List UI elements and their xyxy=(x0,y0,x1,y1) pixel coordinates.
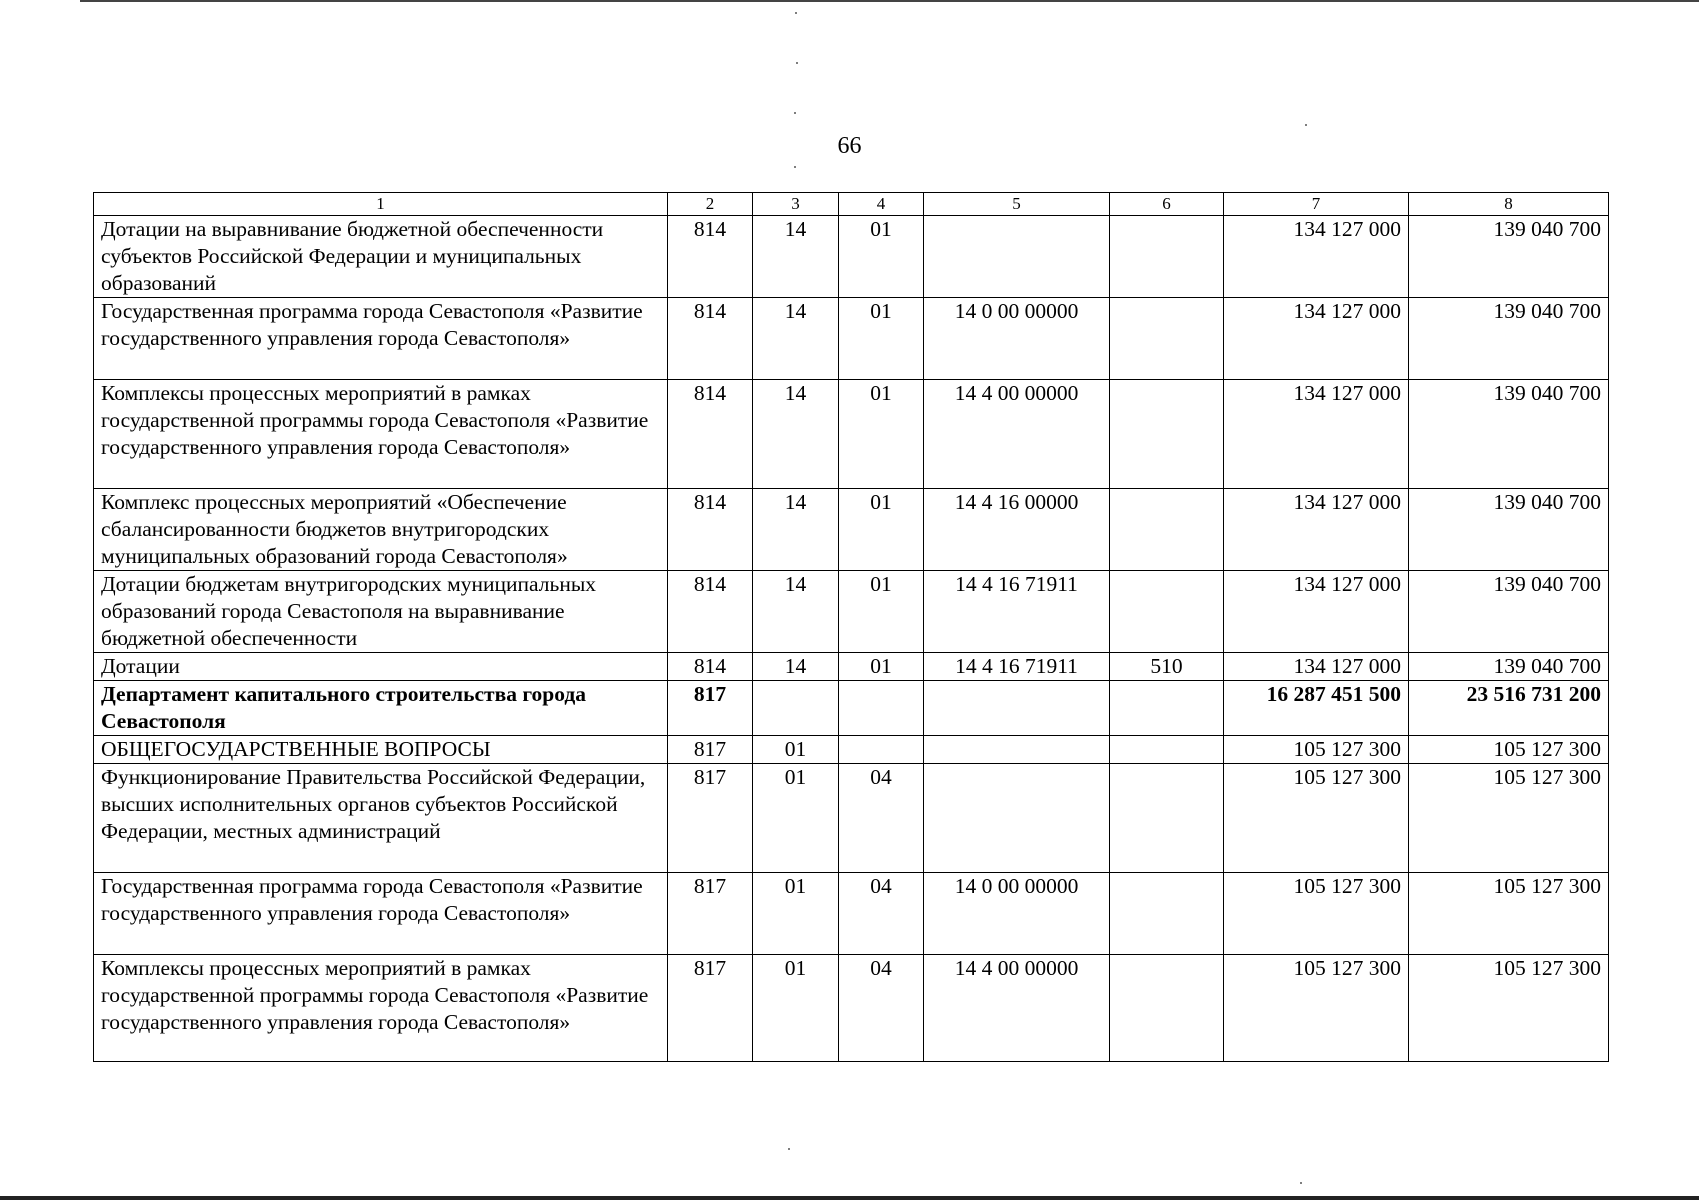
row-amount-2-cell: 105 127 300 xyxy=(1409,736,1609,764)
row-amount-2-cell: 105 127 300 xyxy=(1409,873,1609,955)
table-header-cell: 8 xyxy=(1409,193,1609,216)
row-name-cell: Дотации бюджетам внутригородских муниципальных образований города Севастополя на выравнивание бюджетной обеспеченности xyxy=(94,571,668,653)
row-code-cell: 814 xyxy=(668,653,753,681)
table-row xyxy=(94,653,1609,681)
table-row xyxy=(94,736,1609,764)
row-target-article-cell: 14 0 00 00000 xyxy=(924,873,1110,955)
row-section-cell: 01 xyxy=(753,764,839,873)
scan-speck xyxy=(794,166,796,168)
row-section-cell: 14 xyxy=(753,298,839,380)
row-name-cell: Комплекс процессных мероприятий «Обеспечение сбалансированности бюджетов внутригородских муниципальных образований города Севастополя» xyxy=(94,489,668,571)
row-target-article-cell: 14 4 16 00000 xyxy=(924,489,1110,571)
row-expense-type-cell xyxy=(1110,736,1224,764)
table-row xyxy=(94,298,1609,380)
row-subsection-cell: 01 xyxy=(839,380,924,489)
row-amount-2-cell: 105 127 300 xyxy=(1409,955,1609,1062)
row-section-cell: 14 xyxy=(753,489,839,571)
row-code-cell: 817 xyxy=(668,736,753,764)
row-amount-2-cell: 105 127 300 xyxy=(1409,764,1609,873)
table-header-cell: 7 xyxy=(1224,193,1409,216)
row-amount-2-cell: 139 040 700 xyxy=(1409,571,1609,653)
table-row xyxy=(94,873,1609,955)
table-row xyxy=(94,955,1609,1062)
row-subsection-cell: 01 xyxy=(839,298,924,380)
table-header-row xyxy=(94,193,1609,216)
row-target-article-cell: 14 0 00 00000 xyxy=(924,298,1110,380)
row-expense-type-cell xyxy=(1110,298,1224,380)
row-amount-1-cell: 105 127 300 xyxy=(1224,955,1409,1062)
scan-edge-top xyxy=(80,0,1699,2)
row-name-cell: Комплексы процессных мероприятий в рамках государственной программы города Севастополя «Развитие государственного управления города Севастополя» xyxy=(94,955,668,1062)
row-code-cell: 814 xyxy=(668,489,753,571)
row-target-article-cell: 14 4 16 71911 xyxy=(924,653,1110,681)
table-body xyxy=(94,216,1609,1062)
row-subsection-cell: 04 xyxy=(839,764,924,873)
scan-speck xyxy=(1300,1182,1302,1184)
row-code-cell: 817 xyxy=(668,873,753,955)
row-code-cell: 817 xyxy=(668,764,753,873)
scan-speck xyxy=(788,1148,790,1150)
scan-speck xyxy=(795,12,797,14)
row-code-cell: 814 xyxy=(668,216,753,298)
table-row xyxy=(94,681,1609,736)
table-header-cell: 6 xyxy=(1110,193,1224,216)
row-target-article-cell: 14 4 16 71911 xyxy=(924,571,1110,653)
row-subsection-cell: 04 xyxy=(839,955,924,1062)
row-target-article-cell xyxy=(924,216,1110,298)
row-expense-type-cell xyxy=(1110,681,1224,736)
row-code-cell: 817 xyxy=(668,955,753,1062)
scan-speck xyxy=(796,62,798,64)
row-name-cell: ОБЩЕГОСУДАРСТВЕННЫЕ ВОПРОСЫ xyxy=(94,736,668,764)
row-expense-type-cell xyxy=(1110,571,1224,653)
row-amount-2-cell: 139 040 700 xyxy=(1409,380,1609,489)
row-section-cell: 14 xyxy=(753,571,839,653)
row-name-cell: Дотации на выравнивание бюджетной обеспеченности субъектов Российской Федерации и муниципальных образований xyxy=(94,216,668,298)
row-target-article-cell: 14 4 00 00000 xyxy=(924,955,1110,1062)
row-section-cell: 14 xyxy=(753,380,839,489)
table-header-cell: 3 xyxy=(753,193,839,216)
row-subsection-cell xyxy=(839,681,924,736)
table-row xyxy=(94,380,1609,489)
scan-speck xyxy=(1305,124,1307,126)
table-header-cell: 5 xyxy=(924,193,1110,216)
row-section-cell: 01 xyxy=(753,736,839,764)
row-subsection-cell: 04 xyxy=(839,873,924,955)
table-row xyxy=(94,489,1609,571)
row-code-cell: 817 xyxy=(668,681,753,736)
row-target-article-cell xyxy=(924,681,1110,736)
row-target-article-cell xyxy=(924,736,1110,764)
row-amount-1-cell: 105 127 300 xyxy=(1224,873,1409,955)
table-header-cell: 1 xyxy=(94,193,668,216)
scan-edge-bottom xyxy=(0,1196,1699,1200)
row-code-cell: 814 xyxy=(668,571,753,653)
row-code-cell: 814 xyxy=(668,298,753,380)
row-section-cell xyxy=(753,681,839,736)
row-amount-1-cell: 134 127 000 xyxy=(1224,571,1409,653)
row-name-cell: Департамент капитального строительства города Севастополя xyxy=(94,681,668,736)
row-amount-1-cell: 134 127 000 xyxy=(1224,380,1409,489)
row-subsection-cell: 01 xyxy=(839,216,924,298)
row-expense-type-cell xyxy=(1110,216,1224,298)
table-row xyxy=(94,216,1609,298)
row-subsection-cell: 01 xyxy=(839,489,924,571)
row-code-cell: 814 xyxy=(668,380,753,489)
scan-speck xyxy=(794,112,796,114)
row-amount-1-cell: 134 127 000 xyxy=(1224,653,1409,681)
table-header-cell: 4 xyxy=(839,193,924,216)
row-name-cell: Дотации xyxy=(94,653,668,681)
row-expense-type-cell xyxy=(1110,873,1224,955)
row-subsection-cell: 01 xyxy=(839,571,924,653)
row-amount-1-cell: 134 127 000 xyxy=(1224,298,1409,380)
row-amount-1-cell: 134 127 000 xyxy=(1224,216,1409,298)
row-amount-2-cell: 139 040 700 xyxy=(1409,216,1609,298)
table-row xyxy=(94,764,1609,873)
row-amount-2-cell: 23 516 731 200 xyxy=(1409,681,1609,736)
row-expense-type-cell: 510 xyxy=(1110,653,1224,681)
row-section-cell: 14 xyxy=(753,216,839,298)
row-name-cell: Государственная программа города Севастополя «Развитие государственного управления города Севастополя» xyxy=(94,298,668,380)
row-subsection-cell xyxy=(839,736,924,764)
row-amount-2-cell: 139 040 700 xyxy=(1409,653,1609,681)
row-expense-type-cell xyxy=(1110,764,1224,873)
row-amount-1-cell: 105 127 300 xyxy=(1224,736,1409,764)
budget-table xyxy=(93,192,1609,1062)
row-expense-type-cell xyxy=(1110,489,1224,571)
row-expense-type-cell xyxy=(1110,955,1224,1062)
row-target-article-cell: 14 4 00 00000 xyxy=(924,380,1110,489)
row-amount-1-cell: 105 127 300 xyxy=(1224,764,1409,873)
row-name-cell: Функционирование Правительства Российской Федерации, высших исполнительных органов субъектов Российской Федерации, местных администраций xyxy=(94,764,668,873)
row-target-article-cell xyxy=(924,764,1110,873)
row-section-cell: 01 xyxy=(753,873,839,955)
row-amount-1-cell: 134 127 000 xyxy=(1224,489,1409,571)
row-amount-2-cell: 139 040 700 xyxy=(1409,489,1609,571)
row-section-cell: 14 xyxy=(753,653,839,681)
row-amount-1-cell: 16 287 451 500 xyxy=(1224,681,1409,736)
row-name-cell: Комплексы процессных мероприятий в рамках государственной программы города Севастополя «Развитие государственного управления города Севастополя» xyxy=(94,380,668,489)
row-expense-type-cell xyxy=(1110,380,1224,489)
row-amount-2-cell: 139 040 700 xyxy=(1409,298,1609,380)
table-row xyxy=(94,571,1609,653)
row-name-cell: Государственная программа города Севастополя «Развитие государственного управления города Севастополя» xyxy=(94,873,668,955)
row-subsection-cell: 01 xyxy=(839,653,924,681)
table-header-cell: 2 xyxy=(668,193,753,216)
row-section-cell: 01 xyxy=(753,955,839,1062)
page-number: 66 xyxy=(837,133,862,159)
